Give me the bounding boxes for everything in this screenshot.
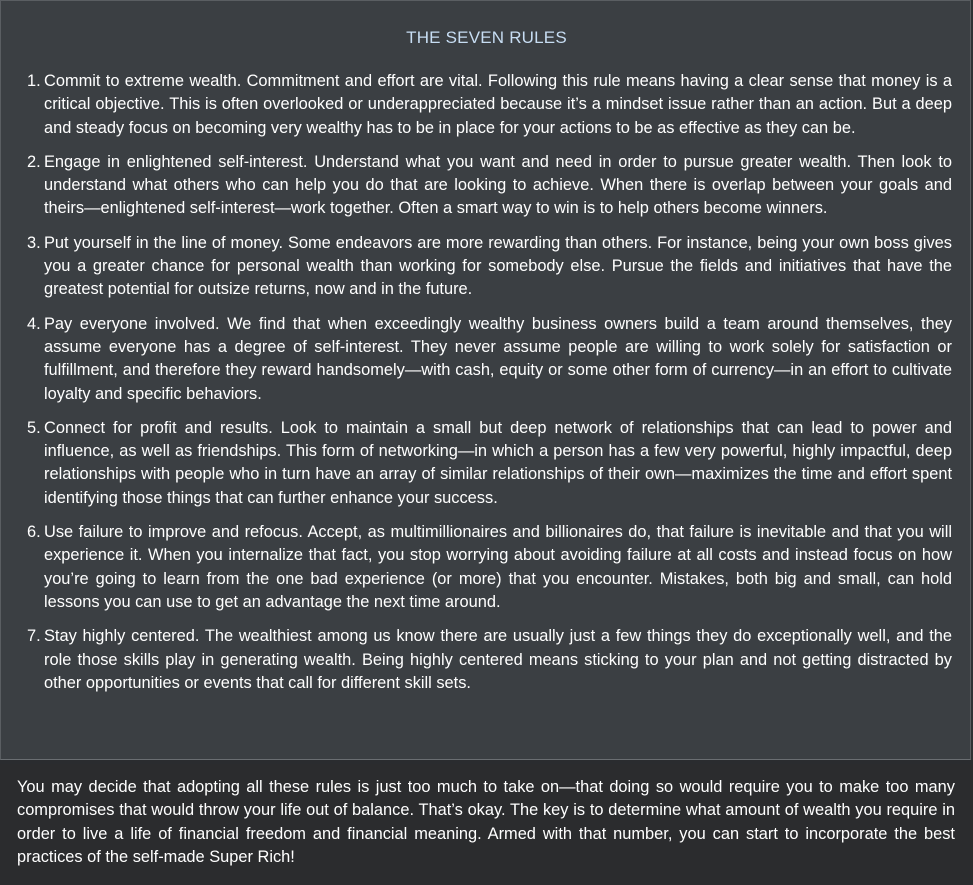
rule-number: 3. [27,233,41,252]
rule-text: Pay everyone involved. We find that when exceedingly wealthy business owners build a team around themselves, they assume everyone has a degree of self-interest. They never assume people are willing to work solely for satisfaction or fulfillment, and therefore they reward handsomely—with cash, equity or some other form of currency—in an effort to cultivate loyalty and specific behaviors. [44,314,952,403]
rule-number: 4. [27,314,41,333]
rule-text: Engage in enlightened self-interest. Understand what you want and need in order to pursue greater wealth. Then look to understand what others who can help you do that are looking to achieve. When there is overlap between your goals and theirs—enlightened self-interest—work together. Often a smart way to win is to help others become winners. [44,152,952,218]
rule-item-5 [22,417,952,510]
rule-text: Connect for profit and results. Look to maintain a small but deep network of relationships that can lead to power and influence, as well as friendships. This form of networking—in which a person has a few very powerful, highly impactful, deep relationships with people who in turn have an array of similar relationships of their own—maximizes the time and effort spent identifying those things that can further enhance your success. [44,418,952,507]
rule-item-4 [22,313,952,406]
rules-list [22,70,952,706]
rule-number: 1. [27,72,41,90]
rule-item-1 [22,70,952,140]
closing-paragraph: You may decide that adopting all these rules is just too much to take on—that doing so would require you to make too many compromises that would throw your life out of balance. That’s okay. The key is to determine what amount of wealth you require in order to live a life of financial freedom and financial meaning. Armed with that number, you can start to incorporate the best practices of the self-made Super Rich! [17,778,955,866]
rule-number: 5. [27,418,41,437]
rule-item-7 [22,625,952,695]
rule-number: 7. [27,627,41,646]
rule-item-6 [22,521,952,614]
page-title: THE SEVEN RULES [406,28,567,47]
rule-text: Put yourself in the line of money. Some endeavors are more rewarding than others. For instance, being your own boss gives you a greater chance for personal wealth than working for somebody else. Pursue the fields and initiatives that have the greatest potential for outsize returns, now and in the future. [44,233,952,299]
rule-text: Stay highly centered. The wealthiest among us know there are usually just a few things they do exceptionally well, and the role those skills play in generating wealth. Being highly centered means sticking to your plan and not getting distracted by other opportunities or events that call for different skill sets. [44,627,952,692]
rule-number: 6. [27,523,41,542]
rule-text: Use failure to improve and refocus. Accept, as multimillionaires and billionaires do, that failure is inevitable and that you will experience it. When you internalize that fact, you stop worrying about avoiding failure at all costs and instead focus on how you’re going to learn from the one bad experience (or more) that you encounter. Mistakes, both big and small, can hold lessons you can use to get an advantage the next time around. [44,523,952,611]
rule-item-2 [22,151,952,221]
rule-item-3 [22,232,952,302]
closing-panel [0,764,973,885]
rule-text: Commit to extreme wealth. Commitment and effort are vital. Following this rule means having a clear sense that money is a critical objective. This is often overlooked or underappreciated because it’s a mindset issue rather than an action. But a deep and steady focus on becoming very wealthy has to be in place for your actions to be as effective as they can be. [44,72,952,137]
rule-number: 2. [27,152,41,171]
